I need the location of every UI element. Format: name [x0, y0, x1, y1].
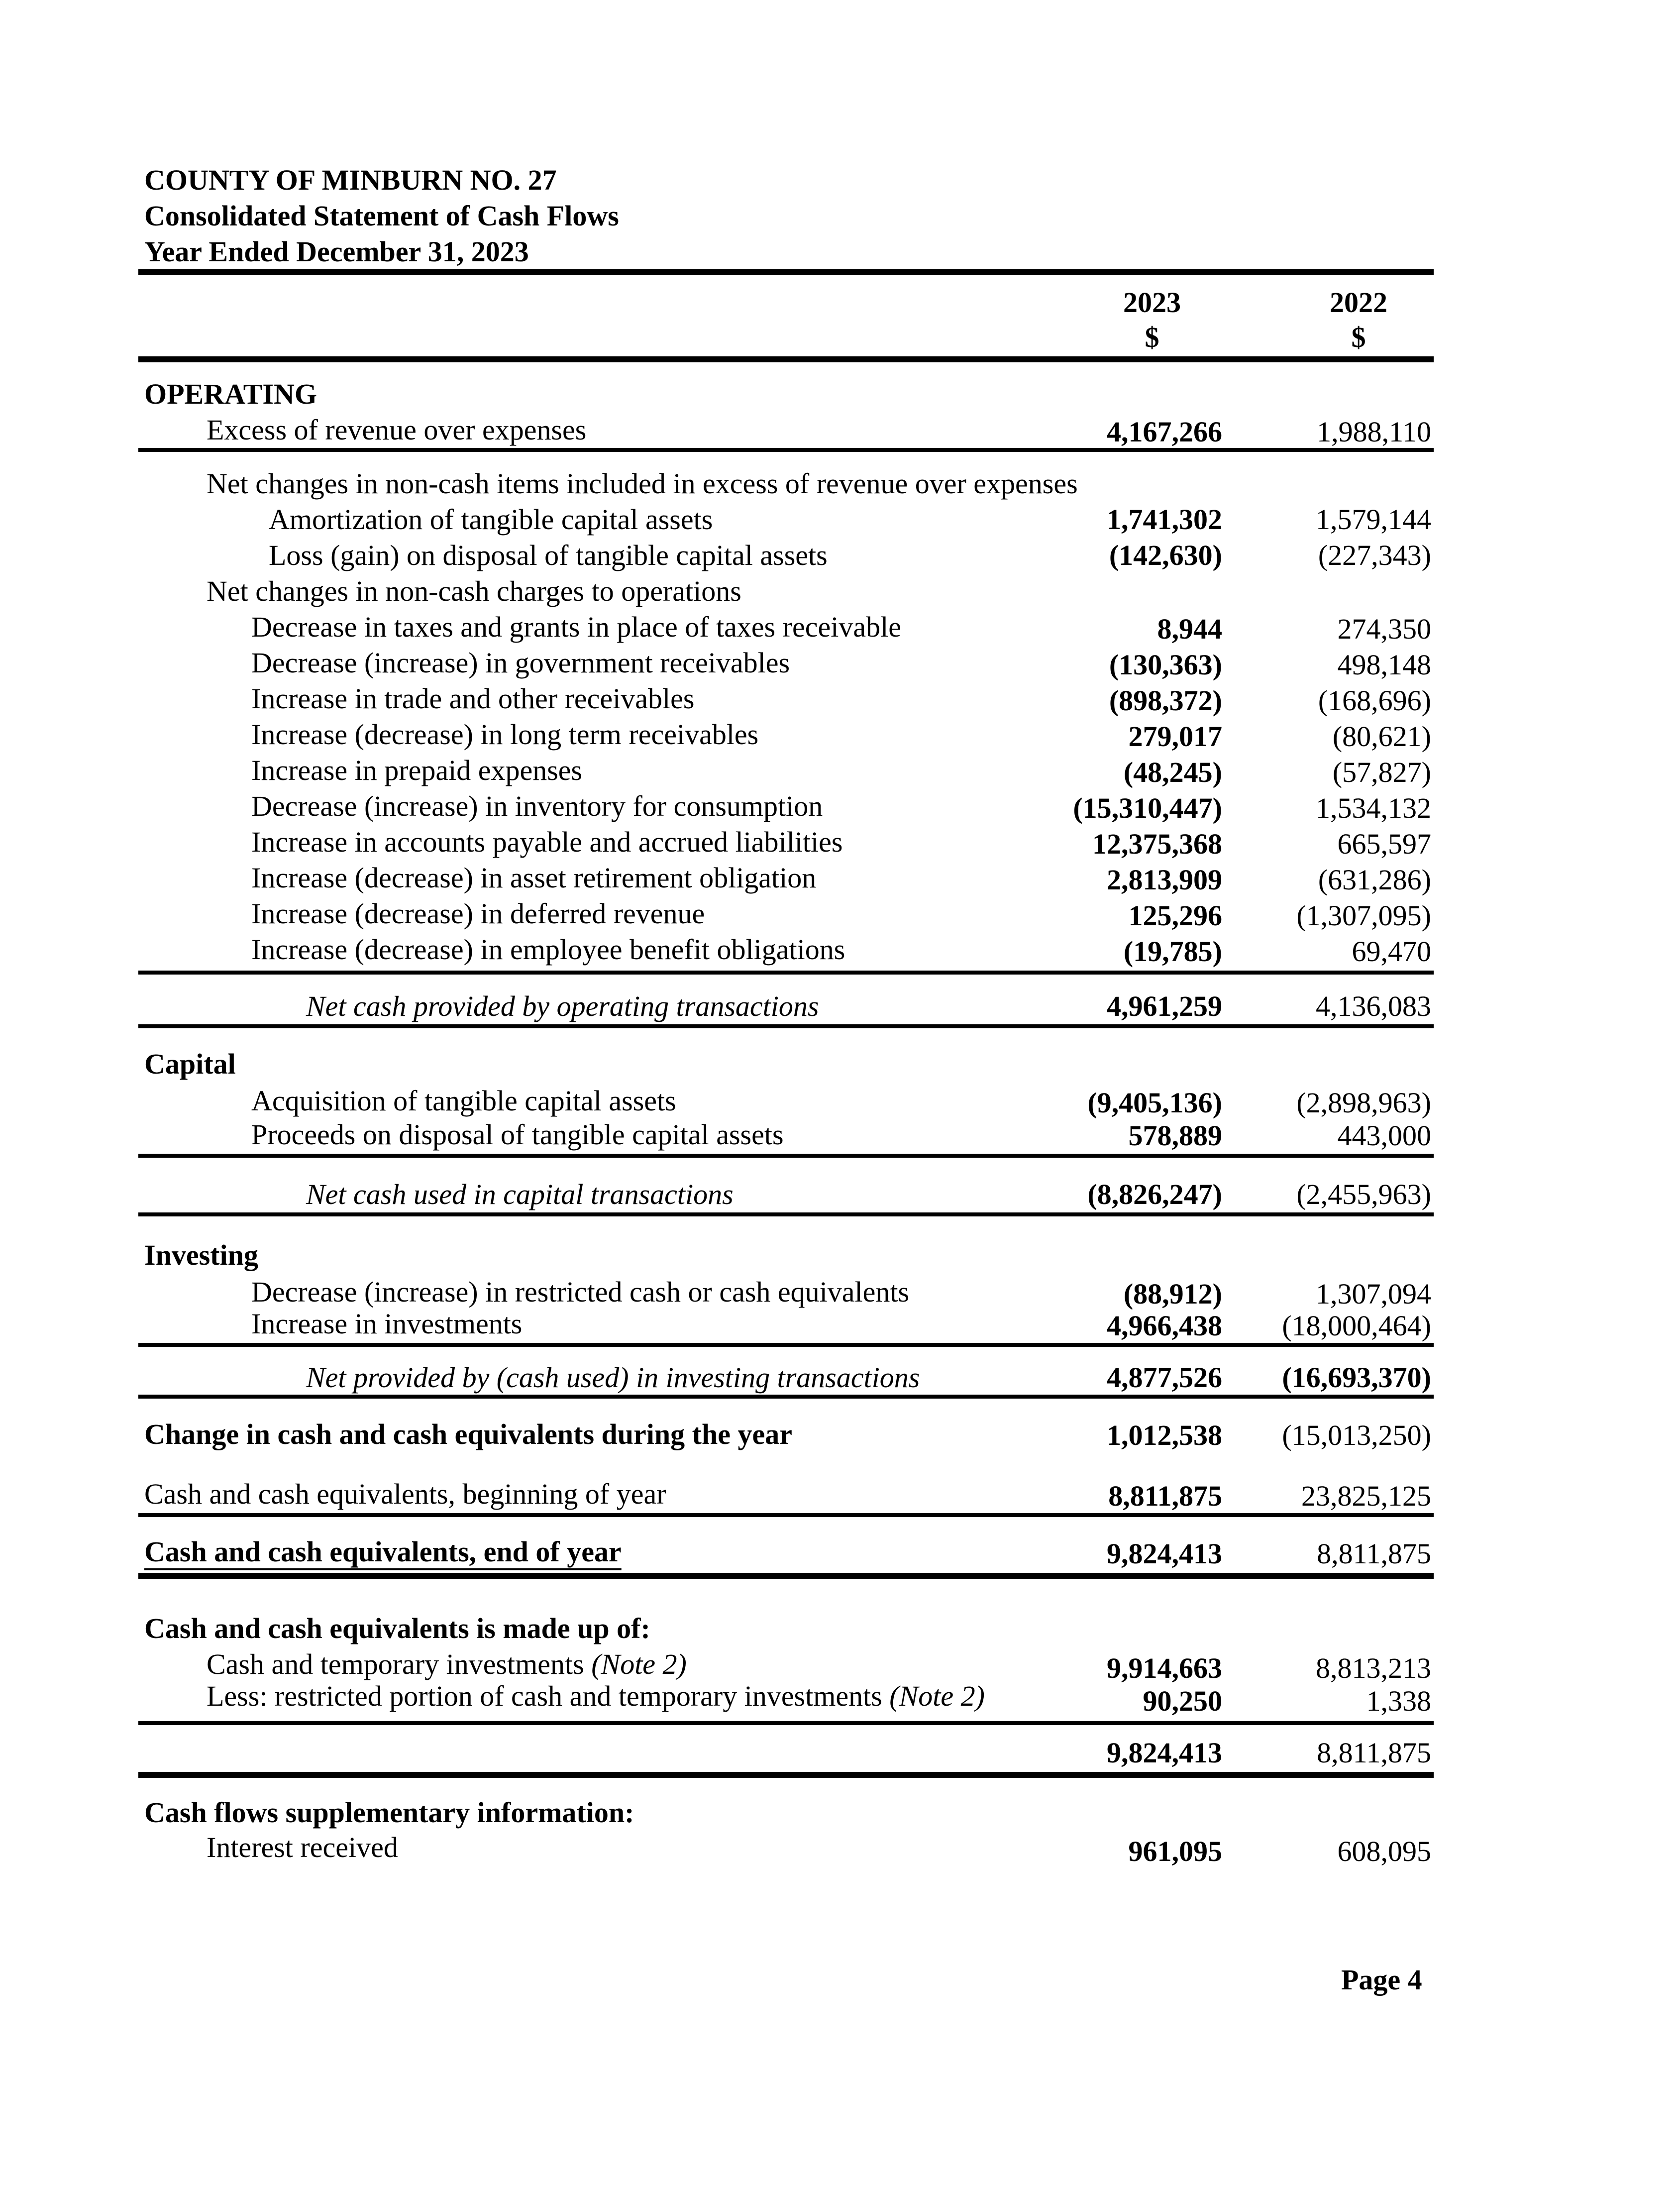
row-value-2022: 443,000: [1337, 1119, 1431, 1152]
header-rule: [138, 269, 1434, 275]
made-up-total-2023: 9,824,413: [1107, 1737, 1222, 1769]
row-value-2023: 125,296: [1128, 899, 1222, 932]
excess-rule: [138, 448, 1434, 452]
col-2022-year: 2022: [1330, 286, 1387, 319]
page-number: Page 4: [1341, 1964, 1422, 1996]
operating-total-label: Net cash provided by operating transactions: [306, 990, 819, 1022]
made-up-row1-2022: 8,813,213: [1316, 1652, 1431, 1684]
excess-2023: 4,167,266: [1107, 416, 1222, 448]
row-label: Increase (decrease) in employee benefit obligations: [251, 933, 845, 966]
capital-total-2023: (8,826,247): [1087, 1178, 1222, 1210]
excess-label: Excess of revenue over expenses: [207, 414, 587, 446]
operating-subtotal-rule: [138, 971, 1434, 975]
capital-subtotal-rule: [138, 1154, 1434, 1158]
row-value-2022: (1,307,095): [1296, 899, 1431, 932]
row-value-2023: (898,372): [1109, 684, 1222, 717]
row-value-2022: (227,343): [1318, 539, 1431, 571]
row-value-2023: 2,813,909: [1107, 864, 1222, 896]
operating-total-rule: [138, 1024, 1434, 1028]
ending-rule: [138, 1573, 1434, 1579]
ending-2023: 9,824,413: [1107, 1537, 1222, 1570]
row-value-2023: 279,017: [1128, 720, 1222, 753]
row-value-2022: 1,307,094: [1316, 1278, 1431, 1310]
row-label: Increase (decrease) in deferred revenue: [251, 897, 705, 930]
col-2022-unit: $: [1351, 321, 1366, 353]
row-value-2023: 12,375,368: [1092, 828, 1222, 860]
interest-received-2022: 608,095: [1337, 1835, 1431, 1867]
operating-total-2023: 4,961,259: [1107, 990, 1222, 1022]
change-2023: 1,012,538: [1107, 1419, 1222, 1451]
row-value-2022: (2,898,963): [1296, 1087, 1431, 1119]
row-value-2023: 4,966,438: [1107, 1310, 1222, 1342]
made-up-heading: Cash and cash equivalents is made up of:: [144, 1612, 650, 1644]
investing-total-rule: [138, 1395, 1434, 1399]
col-2023-unit: $: [1145, 321, 1159, 353]
row-value-2023: (15,310,447): [1073, 792, 1222, 824]
row-value-2023: (9,405,136): [1087, 1087, 1222, 1119]
row-label: Acquisition of tangible capital assets: [251, 1085, 676, 1117]
row-label: Decrease (increase) in government receivables: [251, 647, 790, 679]
row-value-2023: (130,363): [1109, 649, 1222, 681]
row-value-2023: (19,785): [1123, 935, 1222, 968]
made-up-row2-2022: 1,338: [1366, 1685, 1431, 1717]
row-value-2022: 69,470: [1352, 935, 1431, 968]
row-label: Proceeds on disposal of tangible capital assets: [251, 1118, 784, 1151]
noncash-items-label: Net changes in non-cash items included in excess of revenue over expenses: [207, 467, 1078, 500]
ending-2022: 8,811,875: [1317, 1537, 1431, 1570]
row-value-2023: (88,912): [1123, 1278, 1222, 1310]
row-value-2022: (80,621): [1332, 720, 1431, 753]
made-up-row1-2023: 9,914,663: [1107, 1652, 1222, 1684]
row-value-2022: (631,286): [1318, 864, 1431, 896]
row-value-2022: (18,000,464): [1282, 1310, 1431, 1342]
entity-name: COUNTY OF MINBURN NO. 27: [144, 164, 557, 196]
beginning-2023: 8,811,875: [1108, 1480, 1222, 1512]
made-up-row2-label: Less: restricted portion of cash and temporary investments (Note 2): [207, 1680, 985, 1712]
ending-label: Cash and cash equivalents, end of year: [144, 1535, 622, 1568]
investing-heading: Investing: [144, 1239, 258, 1271]
investing-total-2022: (16,693,370): [1282, 1361, 1431, 1394]
row-label: Increase (decrease) in asset retirement obligation: [251, 862, 817, 894]
row-value-2023: (142,630): [1109, 539, 1222, 571]
row-value-2022: (57,827): [1332, 756, 1431, 788]
row-value-2023: (48,245): [1123, 756, 1222, 788]
row-value-2022: 1,579,144: [1316, 503, 1431, 536]
operating-heading: OPERATING: [144, 378, 317, 410]
row-label: Loss (gain) on disposal of tangible capital assets: [269, 539, 828, 571]
made-up-subtotal-rule: [138, 1721, 1434, 1725]
row-value-2023: 578,889: [1128, 1119, 1222, 1152]
row-value-2022: (168,696): [1318, 684, 1431, 717]
investing-total-2023: 4,877,526: [1107, 1361, 1222, 1394]
row-label: Increase in prepaid expenses: [251, 754, 583, 786]
col-2023-year: 2023: [1123, 286, 1181, 319]
capital-total-rule: [138, 1212, 1434, 1216]
row-label: Decrease in taxes and grants in place of taxes receivable: [251, 611, 901, 643]
row-label: Increase in accounts payable and accrued liabilities: [251, 826, 843, 858]
noncash-charges-label: Net changes in non-cash charges to operations: [207, 575, 741, 607]
row-value-2022: 1,534,132: [1316, 792, 1431, 824]
beginning-2022: 23,825,125: [1301, 1480, 1431, 1512]
row-value-2023: 8,944: [1157, 613, 1222, 645]
made-up-row2-2023: 90,250: [1143, 1685, 1222, 1717]
made-up-row1-label: Cash and temporary investments (Note 2): [207, 1648, 687, 1680]
beginning-rule: [138, 1513, 1434, 1517]
interest-received-2023: 961,095: [1128, 1835, 1222, 1867]
row-label: Amortization of tangible capital assets: [269, 503, 713, 536]
row-label: Increase (decrease) in long term receivables: [251, 718, 759, 751]
row-value-2023: 1,741,302: [1107, 503, 1222, 536]
made-up-total-2022: 8,811,875: [1317, 1737, 1431, 1769]
excess-2022: 1,988,110: [1317, 416, 1431, 448]
capital-total-2022: (2,455,963): [1296, 1178, 1431, 1210]
row-label: Increase in investments: [251, 1308, 523, 1340]
investing-total-label: Net provided by (cash used) in investing transactions: [306, 1361, 920, 1394]
statement-period: Year Ended December 31, 2023: [144, 235, 529, 268]
row-value-2022: 498,148: [1337, 649, 1431, 681]
row-label: Decrease (increase) in restricted cash or cash equivalents: [251, 1276, 910, 1308]
change-2022: (15,013,250): [1282, 1419, 1431, 1451]
beginning-label: Cash and cash equivalents, beginning of year: [144, 1478, 666, 1510]
column-header-rule: [138, 356, 1434, 362]
supplementary-heading: Cash flows supplementary information:: [144, 1796, 634, 1829]
made-up-total-rule: [138, 1772, 1434, 1778]
capital-total-label: Net cash used in capital transactions: [306, 1178, 734, 1210]
capital-heading: Capital: [144, 1048, 236, 1080]
row-label: Increase in trade and other receivables: [251, 682, 695, 715]
row-value-2022: 665,597: [1337, 828, 1431, 860]
change-label: Change in cash and cash equivalents during the year: [144, 1418, 792, 1450]
row-label: Decrease (increase) in inventory for consumption: [251, 790, 823, 822]
operating-total-2022: 4,136,083: [1316, 990, 1431, 1022]
investing-subtotal-rule: [138, 1343, 1434, 1347]
interest-received-label: Interest received: [207, 1831, 398, 1863]
statement-title: Consolidated Statement of Cash Flows: [144, 200, 619, 232]
row-value-2022: 274,350: [1337, 613, 1431, 645]
